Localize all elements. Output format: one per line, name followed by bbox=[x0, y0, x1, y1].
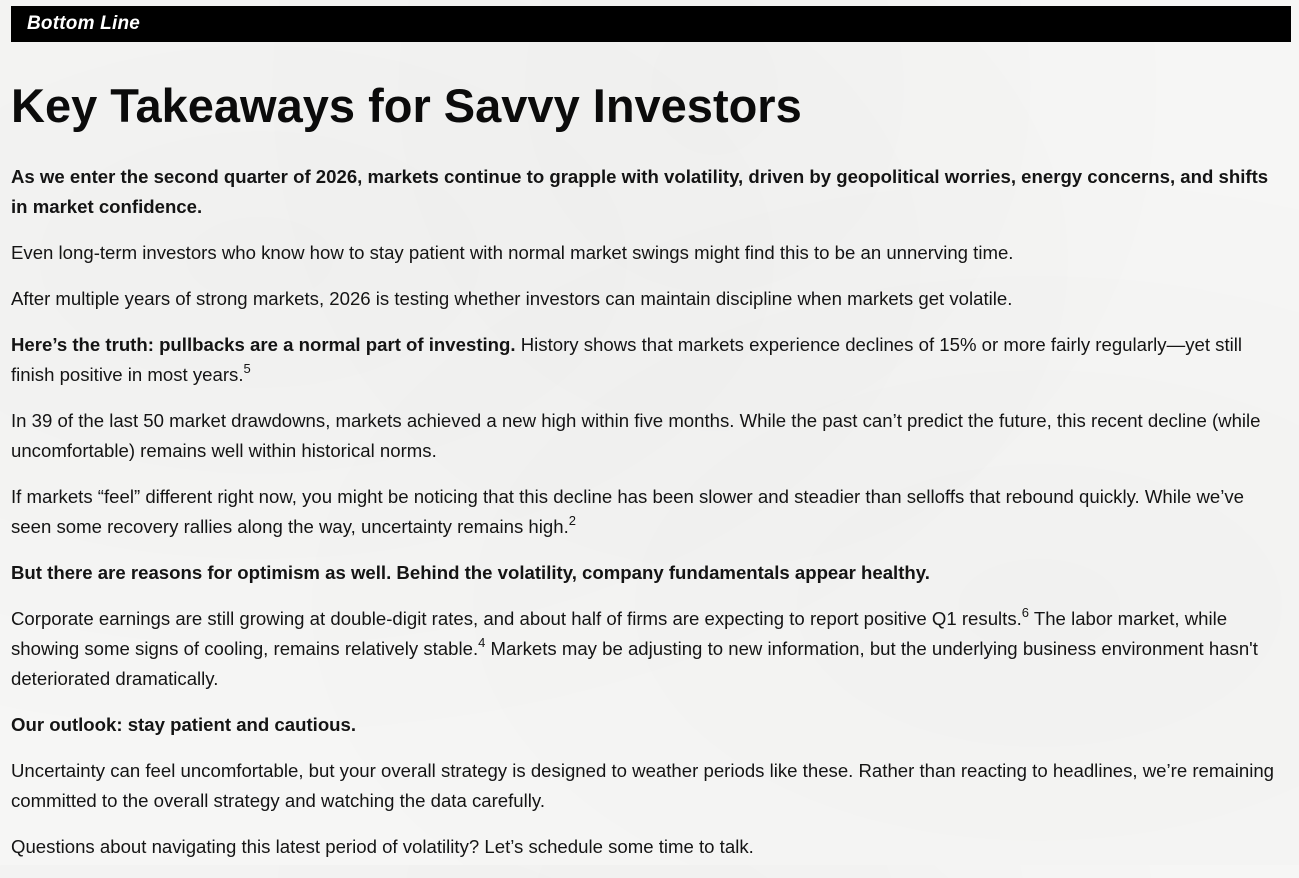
footnote-ref: 5 bbox=[243, 361, 251, 376]
article-body bbox=[11, 162, 1287, 878]
paragraph-5-text: If markets “feel” different right now, you might be noticing that this decline has been slower and steadier than selloffs that rebound quickly. While we’ve seen some recovery rallies along the way, uncertainty remains high. bbox=[11, 486, 1245, 537]
paragraph-8: Our outlook: stay patient and cautious. bbox=[11, 714, 357, 735]
paragraph-7-text-c: Markets may be adjusting to new information, but the underlying business environment hasn't deteriorated dramatically. bbox=[11, 638, 1258, 689]
paragraph-7-text-b: The labor market, while showing some signs of cooling, remains relatively stable. bbox=[11, 608, 1228, 659]
paragraph-10: Questions about navigating this latest period of volatility? Let’s schedule some time to talk. bbox=[11, 836, 754, 857]
footnote-ref: 2 bbox=[568, 513, 576, 528]
paragraph-5 bbox=[11, 482, 1287, 542]
paragraph-2: After multiple years of strong markets, 2026 is testing whether investors can maintain discipline when markets get volatile. bbox=[11, 288, 1013, 309]
page-title: Key Takeaways for Savvy Investors bbox=[11, 79, 802, 132]
footnote-ref: 4 bbox=[478, 635, 486, 650]
paragraph-9: Uncertainty can feel uncomfortable, but your overall strategy is designed to weather periods like these. Rather than reacting to headlines, we’re remaining committed to the overall strategy and watching the data carefully. bbox=[11, 760, 1275, 811]
intro-paragraph: As we enter the second quarter of 2026, markets continue to grapple with volatility, driven by geopolitical worries, energy concerns, and shifts in market confidence. bbox=[11, 166, 1269, 217]
paragraph-3 bbox=[11, 330, 1287, 390]
paragraph-4: In 39 of the last 50 market drawdowns, markets achieved a new high within five months. While the past can’t predict the future, this recent decline (while uncomfortable) remains well within historical norms. bbox=[11, 410, 1261, 461]
paragraph-6: But there are reasons for optimism as well. Behind the volatility, company fundamentals appear healthy. bbox=[11, 562, 930, 583]
paragraph-3-bold: Here’s the truth: pullbacks are a normal part of investing. bbox=[11, 334, 516, 355]
footnote-ref: 6 bbox=[1021, 605, 1030, 620]
paragraph-1: Even long-term investors who know how to stay patient with normal market swings might find this to be an unnerving time. bbox=[11, 242, 1014, 263]
section-banner bbox=[11, 6, 1291, 42]
paragraph-7-text-a: Corporate earnings are still growing at double-digit rates, and about half of firms are expecting to report positive Q1 results. bbox=[11, 608, 1022, 629]
paragraph-3-text: History shows that markets experience declines of 15% or more fairly regularly—yet still finish positive in most years. bbox=[11, 334, 1243, 385]
paragraph-7 bbox=[11, 604, 1287, 694]
banner-label: Bottom Line bbox=[27, 13, 141, 34]
